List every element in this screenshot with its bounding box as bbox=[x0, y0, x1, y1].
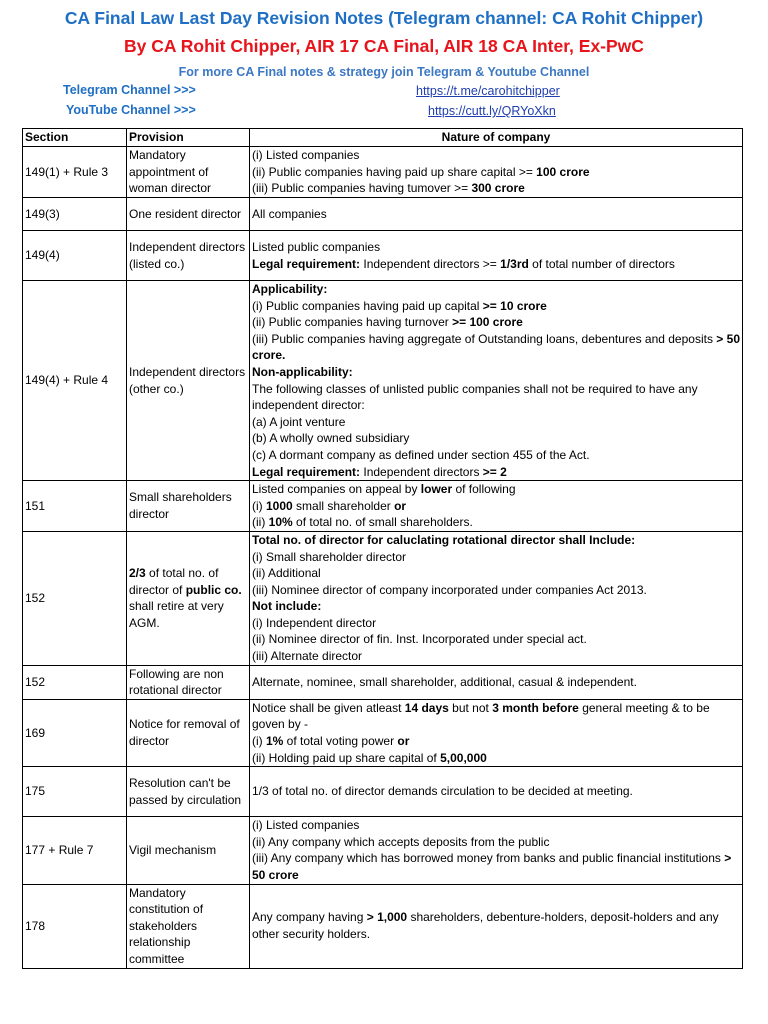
table-row bbox=[23, 481, 743, 532]
text-line bbox=[252, 674, 740, 691]
text-line bbox=[252, 850, 740, 883]
promo-text: For more CA Final notes & strategy join Telegram & Youtube Channel bbox=[178, 65, 590, 79]
text-line bbox=[252, 464, 740, 481]
bold-text: public co. bbox=[185, 582, 242, 597]
text: (i) Listed companies bbox=[252, 818, 360, 833]
text-line bbox=[129, 565, 247, 631]
text-line bbox=[252, 180, 740, 197]
text-line bbox=[252, 147, 740, 164]
text-line bbox=[252, 381, 740, 414]
provision-cell bbox=[127, 699, 250, 766]
bold-text: > 50 crore bbox=[252, 851, 732, 882]
bold-text: or bbox=[394, 498, 407, 513]
table-row bbox=[23, 884, 743, 968]
text-line bbox=[252, 733, 740, 750]
header-section: Section bbox=[23, 129, 127, 147]
text-line bbox=[252, 164, 740, 181]
text-line bbox=[252, 239, 740, 256]
text: (ii) Holding paid up share capital of bbox=[252, 750, 441, 765]
provision-cell bbox=[127, 817, 250, 884]
section-cell: 149(4) + Rule 4 bbox=[23, 281, 127, 481]
bold-text: Not include: bbox=[252, 599, 322, 614]
text: of total voting power bbox=[283, 734, 398, 749]
text: Listed public companies bbox=[252, 239, 381, 254]
text-line bbox=[129, 842, 247, 859]
text-line bbox=[252, 532, 740, 549]
text: (ii) Public companies having turnover bbox=[252, 315, 453, 330]
text-line bbox=[252, 481, 740, 498]
bold-text: >= 10 crore bbox=[482, 298, 547, 313]
text: 1/3 of total no. of director demands circulation to be decided at meeting. bbox=[252, 784, 633, 799]
bold-text: or bbox=[397, 734, 410, 749]
nature-cell bbox=[250, 198, 743, 231]
text-line bbox=[129, 489, 247, 522]
bold-text: Applicability: bbox=[252, 282, 328, 296]
provision-cell bbox=[127, 531, 250, 665]
text-line bbox=[129, 666, 247, 699]
table-row bbox=[23, 665, 743, 699]
text-line bbox=[252, 549, 740, 566]
provision-cell bbox=[127, 481, 250, 532]
text: (iii) Nominee director of company incorporated under companies Act 2013. bbox=[252, 582, 647, 597]
section-cell: 149(1) + Rule 3 bbox=[23, 147, 127, 198]
text-line bbox=[252, 364, 740, 381]
text: small shareholder bbox=[292, 498, 395, 513]
text: Notice for removal of director bbox=[129, 717, 240, 749]
text: Listed companies on appeal by bbox=[252, 482, 421, 497]
text: (i) Small shareholder director bbox=[252, 549, 407, 564]
table-row bbox=[23, 767, 743, 817]
bold-text: >= 100 crore bbox=[452, 315, 523, 330]
table-row bbox=[23, 231, 743, 281]
text-line bbox=[252, 700, 740, 733]
nature-cell bbox=[250, 884, 743, 968]
section-cell: 149(4) bbox=[23, 231, 127, 281]
nature-cell bbox=[250, 281, 743, 481]
table-header-row bbox=[23, 129, 743, 147]
text: (ii) Any company which accepts deposits from the public bbox=[252, 834, 550, 849]
bold-text: 3 month before bbox=[492, 700, 579, 715]
provision-cell bbox=[127, 665, 250, 699]
text: (ii) Public companies having paid up share capital >= bbox=[252, 164, 537, 179]
text: Independent directors (listed co.) bbox=[129, 239, 246, 271]
nature-cell bbox=[250, 817, 743, 884]
bold-text: 1000 bbox=[266, 498, 293, 513]
text-line bbox=[252, 598, 740, 615]
text-line bbox=[252, 298, 740, 315]
text: Notice shall be given atleast bbox=[252, 700, 405, 715]
provision-cell bbox=[127, 884, 250, 968]
text-line bbox=[252, 834, 740, 851]
text-line bbox=[129, 775, 247, 808]
text: (ii) Additional bbox=[252, 566, 321, 581]
bold-text: 5,00,000 bbox=[440, 750, 487, 765]
bold-text: lower bbox=[420, 482, 453, 497]
section-cell: 169 bbox=[23, 699, 127, 766]
text: general meeting & to be goven by - bbox=[252, 700, 710, 732]
text-line bbox=[252, 648, 740, 665]
provision-cell bbox=[127, 147, 250, 198]
provision-cell bbox=[127, 767, 250, 817]
text-line bbox=[252, 430, 740, 447]
youtube-link[interactable]: https://cutt.ly/QRYoXkn bbox=[428, 104, 556, 118]
text: Vigil mechanism bbox=[129, 843, 217, 858]
section-cell: 178 bbox=[23, 884, 127, 968]
text-line bbox=[252, 817, 740, 834]
telegram-link[interactable]: https://t.me/carohitchipper bbox=[416, 84, 560, 98]
text: (iii) Public companies having aggregate of Outstanding loans, debentures and deposits bbox=[252, 331, 717, 346]
table-row bbox=[23, 198, 743, 231]
text: (iii) Alternate director bbox=[252, 649, 363, 664]
text-line bbox=[252, 256, 740, 273]
text: All companies bbox=[252, 206, 327, 221]
text-line bbox=[129, 147, 247, 197]
section-cell: 151 bbox=[23, 481, 127, 532]
text-line bbox=[252, 314, 740, 331]
text: (c) A dormant company as defined under section 455 of the Act. bbox=[252, 447, 590, 462]
text: Independent directors bbox=[360, 464, 483, 479]
text: of total no. of small shareholders. bbox=[292, 515, 473, 530]
section-cell: 175 bbox=[23, 767, 127, 817]
text: of total no. of director of bbox=[129, 566, 219, 597]
nature-cell bbox=[250, 147, 743, 198]
youtube-label: YouTube Channel >>> bbox=[66, 103, 196, 117]
text: Small shareholders director bbox=[129, 490, 232, 522]
text-line bbox=[129, 716, 247, 749]
text-line bbox=[252, 514, 740, 531]
nature-cell bbox=[250, 699, 743, 766]
text: (iii) Public companies having tumover >= bbox=[252, 181, 472, 196]
text-line bbox=[252, 783, 740, 800]
table-row bbox=[23, 147, 743, 198]
text-line bbox=[252, 582, 740, 599]
text: Alternate, nominee, small shareholder, additional, casual & independent. bbox=[252, 674, 637, 689]
text: (i) Public companies having paid up capital bbox=[252, 298, 483, 313]
page-title: CA Final Law Last Day Revision Notes (Telegram channel: CA Rohit Chipper) bbox=[64, 8, 704, 28]
text: One resident director bbox=[129, 206, 242, 221]
text: Any company having bbox=[252, 910, 367, 925]
header-provision: Provision bbox=[127, 129, 250, 147]
text-line bbox=[252, 281, 740, 298]
bold-text: 2/3 bbox=[129, 566, 146, 581]
text-line bbox=[129, 206, 247, 223]
text: (b) A wholly owned subsidiary bbox=[252, 431, 410, 446]
text: shall retire at very AGM. bbox=[129, 599, 224, 630]
nature-cell bbox=[250, 767, 743, 817]
text-line bbox=[252, 909, 740, 942]
bold-text: > 1,000 bbox=[366, 910, 408, 925]
text: Following are non rotational director bbox=[129, 666, 224, 698]
text-line bbox=[252, 750, 740, 767]
text: but not bbox=[448, 700, 493, 715]
text: Resolution can't be passed by circulation bbox=[129, 776, 242, 807]
bold-text: > 50 crore. bbox=[252, 331, 740, 363]
text: Independent directors (other co.) bbox=[129, 364, 246, 396]
section-cell: 152 bbox=[23, 665, 127, 699]
table-row bbox=[23, 817, 743, 884]
text: shareholders, debenture-holders, deposit-holders and any other security holders. bbox=[252, 910, 719, 942]
text: Independent directors >= bbox=[360, 256, 501, 271]
text-line bbox=[252, 498, 740, 515]
provision-cell bbox=[127, 231, 250, 281]
bold-text: Non-applicability: bbox=[252, 364, 353, 379]
text-line bbox=[252, 331, 740, 364]
table-row bbox=[23, 281, 743, 481]
text: Mandatory constitution of stakeholders relationship committee bbox=[129, 885, 204, 966]
header-nature: Nature of company bbox=[250, 129, 743, 147]
text-line bbox=[129, 885, 247, 968]
text: Mandatory appointment of woman director bbox=[129, 148, 212, 196]
text-line bbox=[252, 631, 740, 648]
text: (i) Independent director bbox=[252, 615, 377, 630]
text-line bbox=[252, 447, 740, 464]
text-line bbox=[252, 206, 740, 223]
text: of following bbox=[452, 482, 516, 497]
nature-cell bbox=[250, 231, 743, 281]
text-line bbox=[252, 565, 740, 582]
bold-text: >= 2 bbox=[482, 464, 507, 479]
table-row bbox=[23, 699, 743, 766]
text: (i) bbox=[252, 734, 266, 749]
section-cell: 149(3) bbox=[23, 198, 127, 231]
text: (ii) Nominee director of fin. Inst. Incorporated under special act. bbox=[252, 632, 587, 647]
bold-text: 1% bbox=[266, 734, 284, 749]
provision-cell bbox=[127, 281, 250, 481]
nature-cell bbox=[250, 665, 743, 699]
bold-text: 300 crore bbox=[471, 181, 525, 196]
text: (i) bbox=[252, 498, 266, 513]
text: (iii) Any company which has borrowed money from banks and public financial institutions bbox=[252, 851, 725, 866]
section-cell: 152 bbox=[23, 531, 127, 665]
text-line bbox=[252, 615, 740, 632]
telegram-label: Telegram Channel >>> bbox=[63, 83, 196, 97]
text: (a) A joint venture bbox=[252, 414, 346, 429]
bold-text: 1/3rd bbox=[500, 256, 529, 271]
nature-cell bbox=[250, 481, 743, 532]
nature-cell bbox=[250, 531, 743, 665]
revision-table bbox=[22, 128, 743, 969]
bold-text: 14 days bbox=[404, 700, 449, 715]
provision-cell bbox=[127, 198, 250, 231]
text: of total number of directors bbox=[528, 256, 675, 271]
section-cell: 177 + Rule 7 bbox=[23, 817, 127, 884]
text: (ii) bbox=[252, 515, 269, 530]
table-row bbox=[23, 531, 743, 665]
bold-text: Total no. of director for caluclating rotational director shall Include: bbox=[252, 532, 636, 547]
text: (i) Listed companies bbox=[252, 148, 360, 163]
bold-text: 10% bbox=[268, 515, 293, 530]
page-subtitle: By CA Rohit Chipper, AIR 17 CA Final, AIR 18 CA Inter, Ex-PwC bbox=[124, 36, 644, 56]
text-line bbox=[252, 414, 740, 431]
bold-text: Legal requirement: bbox=[252, 256, 361, 271]
bold-text: Legal requirement: bbox=[252, 464, 361, 479]
table-body bbox=[23, 147, 743, 969]
text-line bbox=[129, 239, 247, 272]
bold-text: 100 crore bbox=[536, 164, 590, 179]
text: The following classes of unlisted public companies shall not be required to have any independent director: bbox=[252, 381, 698, 413]
text-line bbox=[129, 364, 247, 397]
